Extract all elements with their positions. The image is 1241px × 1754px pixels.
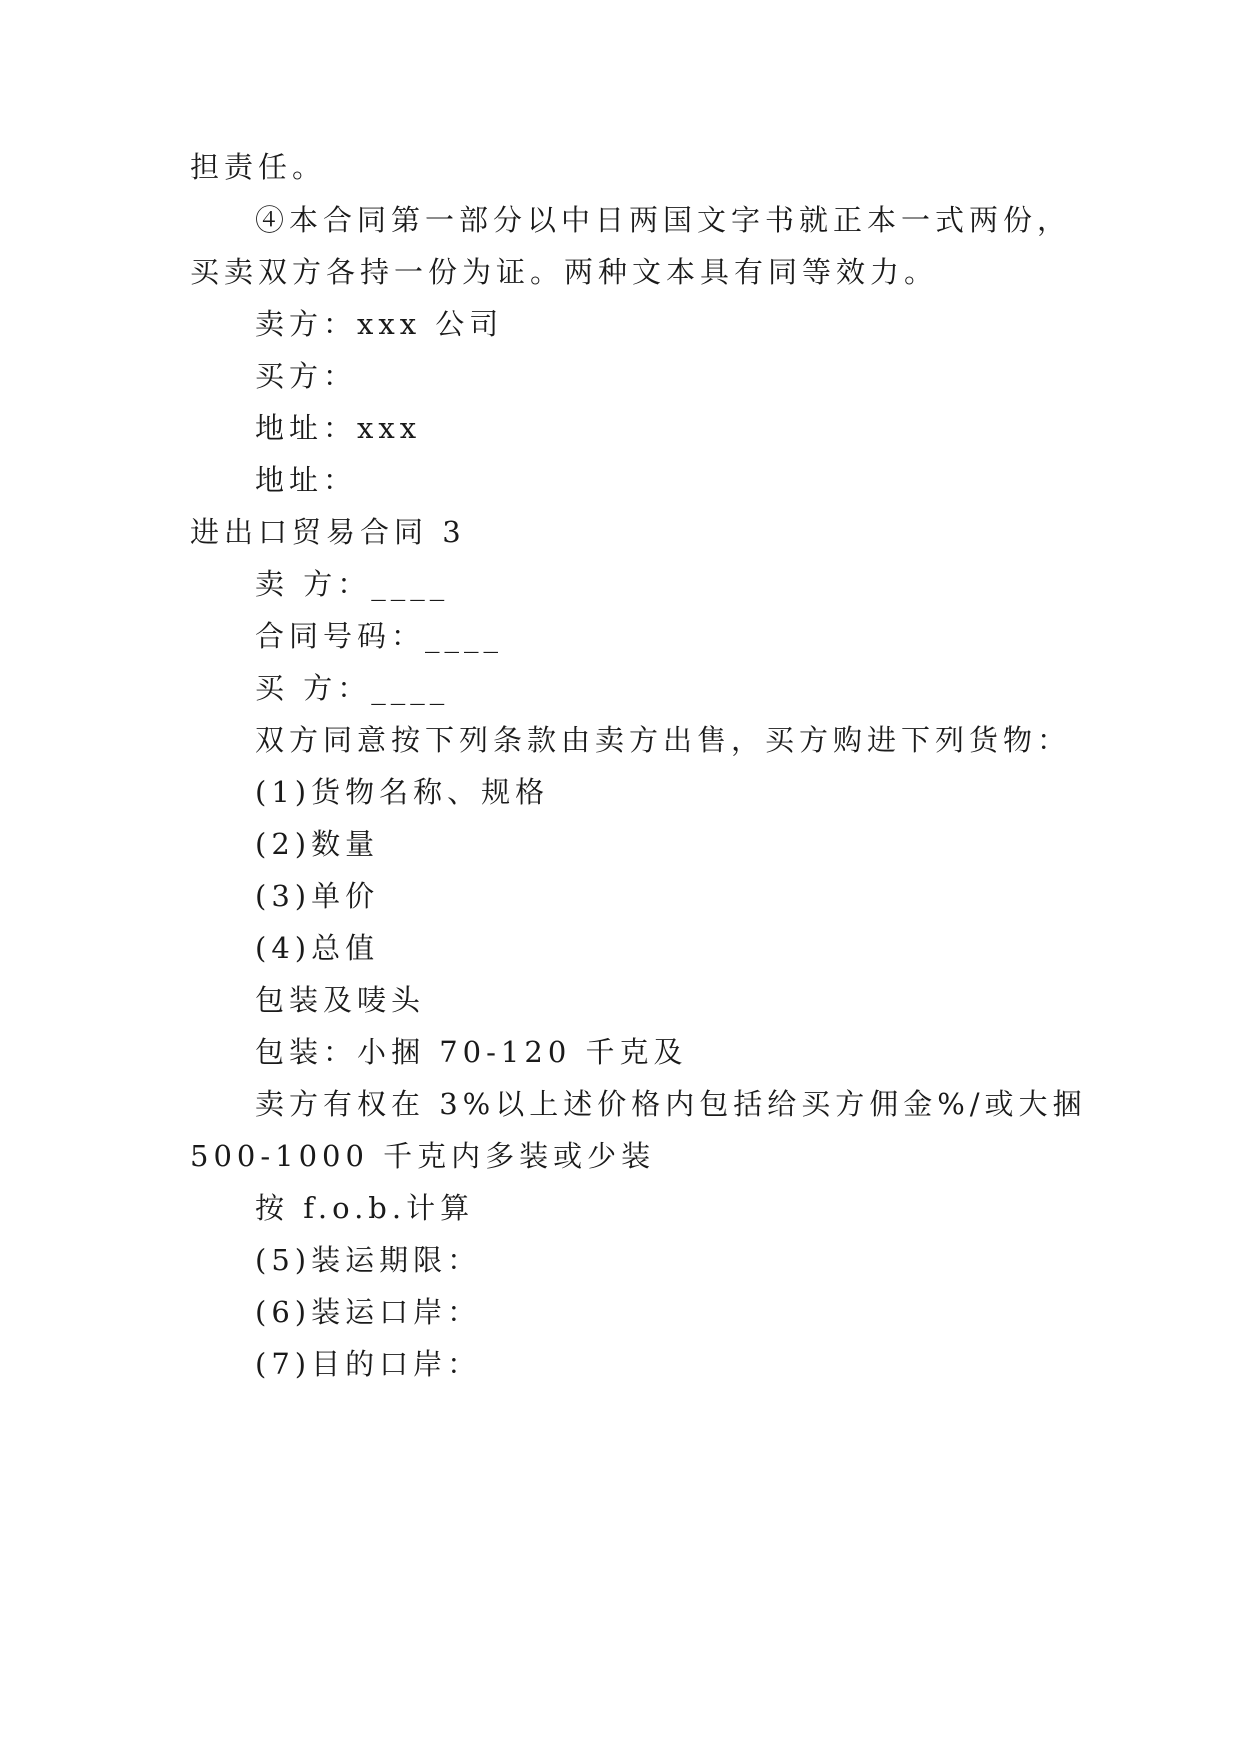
list-item: (6)装运口岸：: [255, 1295, 482, 1329]
seller-field: 卖 方：____: [255, 567, 450, 601]
paragraph-line: 买卖双方各持一份为证。两种文本具有同等效力。: [190, 255, 939, 289]
paragraph-line: ④本合同第一部分以中日两国文字书就正本一式两份，: [255, 203, 1072, 237]
paragraph-line: 500-1000 千克内多装或少装: [190, 1139, 656, 1173]
list-item: (5)装运期限：: [255, 1243, 482, 1277]
paragraph-line: 双方同意按下列条款由卖方出售，买方购进下列货物：: [255, 723, 1072, 757]
seller-line: 卖方：xxx 公司: [255, 307, 504, 341]
section-title: 进出口贸易合同 3: [190, 515, 466, 549]
list-item: (2)数量: [255, 827, 380, 861]
paragraph-line: 包装及唛头: [255, 983, 426, 1017]
contract-number-field: 合同号码：____: [255, 619, 504, 653]
address-line: 地址：: [255, 463, 358, 497]
list-item: (1)货物名称、规格: [255, 775, 550, 809]
buyer-line: 买方：: [255, 359, 358, 393]
paragraph-line: 担责任。: [190, 150, 327, 184]
paragraph-line: 按 f.o.b.计算: [255, 1191, 475, 1225]
paragraph-line: 包装：小捆 70-120 千克及: [255, 1035, 688, 1069]
list-item: (3)单价: [255, 879, 380, 913]
address-line: 地址：xxx: [255, 411, 422, 445]
buyer-field: 买 方：____: [255, 671, 450, 705]
paragraph-line: 卖方有权在 3%以上述价格内包括给买方佣金%/或大捆: [255, 1087, 1087, 1121]
list-item: (4)总值: [255, 931, 380, 965]
list-item: (7)目的口岸：: [255, 1347, 482, 1381]
